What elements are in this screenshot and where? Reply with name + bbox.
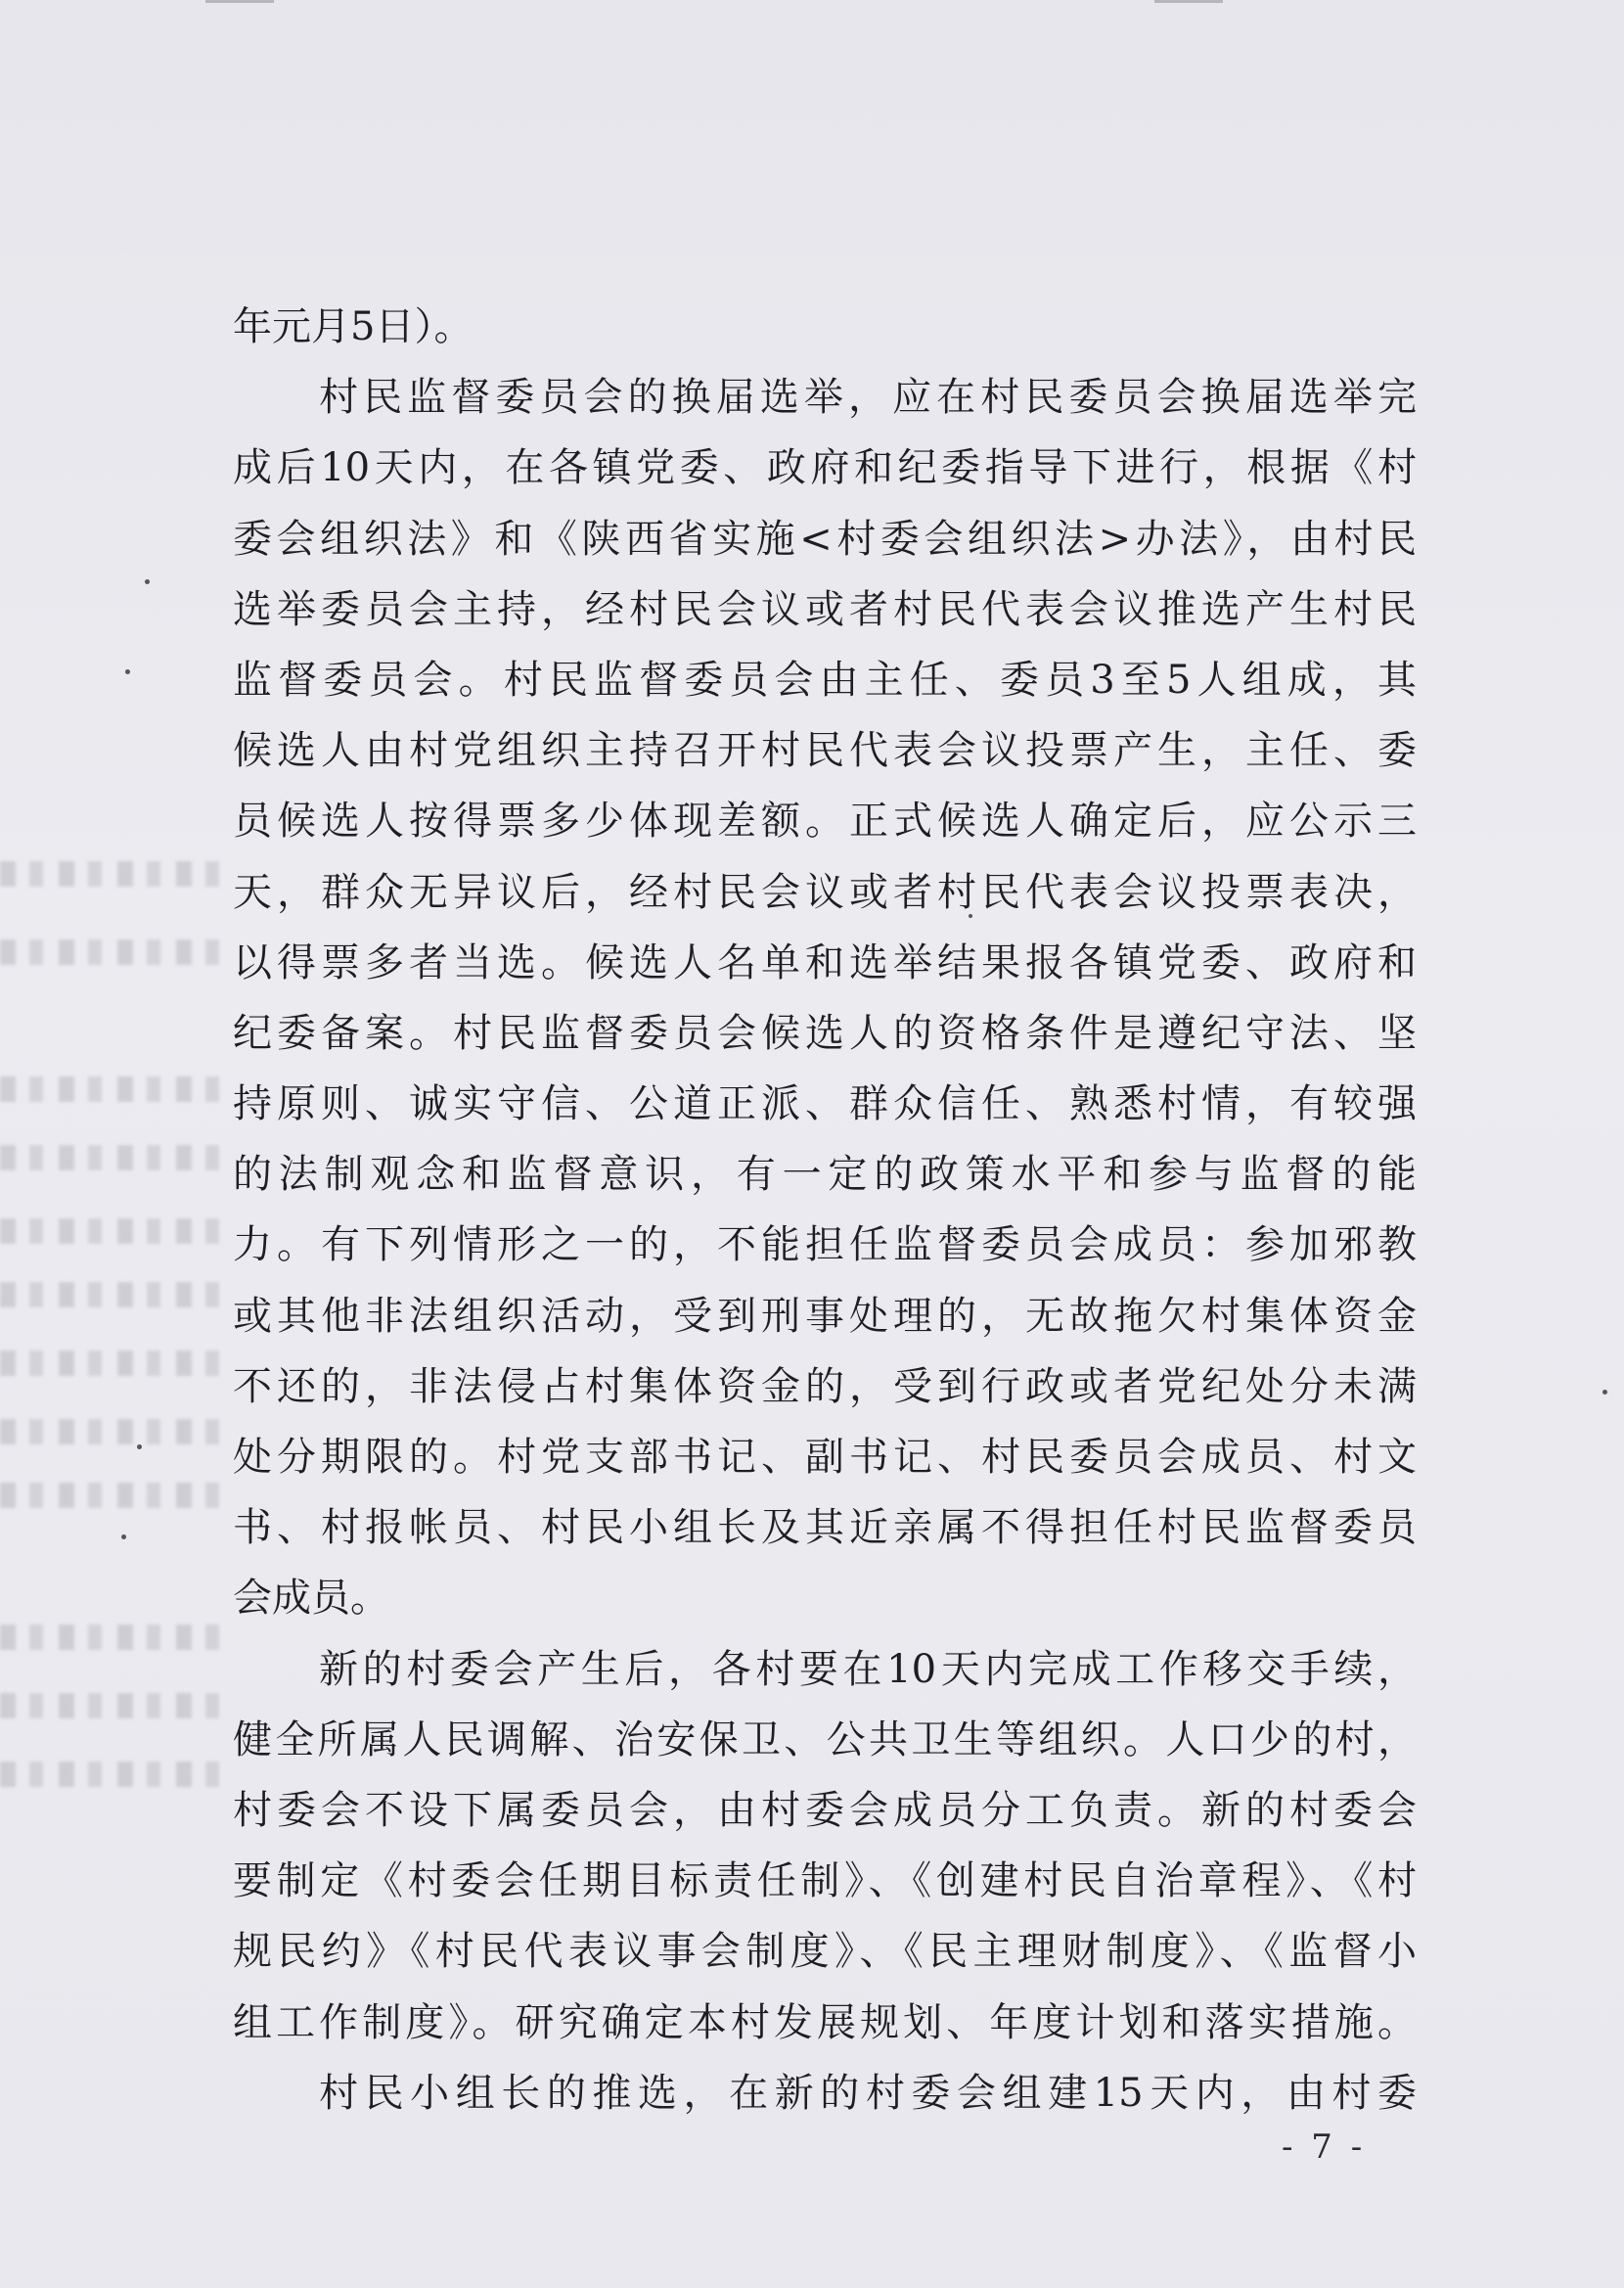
bleed-through-mark	[0, 1762, 225, 1787]
text-line: 持原则、诚实守信、公道正派、群众信任、熟悉村情，有较强	[233, 1081, 1417, 1127]
scan-speck	[121, 1534, 126, 1539]
text-line: 规民约》《村民代表议事会制度》、《民主理财制度》、《监督小	[233, 1929, 1417, 1975]
scan-edge-mark	[205, 0, 274, 3]
text-line: 成后10天内，在各镇党委、政府和纪委指导下进行，根据《村	[233, 445, 1417, 491]
text-line: 处分期限的。村党支部书记、副书记、村民委员会成员、村文	[233, 1435, 1417, 1480]
bleed-through-mark	[0, 1419, 225, 1444]
text-line: 监督委员会。村民监督委员会由主任、委员3至5人组成，其	[233, 657, 1417, 703]
text-line: 书、村报帐员、村民小组长及其近亲属不得担任村民监督委员	[233, 1505, 1417, 1551]
text-line: 年元月5日）。	[233, 304, 474, 349]
bleed-through-mark	[0, 939, 225, 965]
text-line: 力。有下列情形之一的，不能担任监督委员会成员：参加邪教	[233, 1222, 1417, 1268]
text-line: 会成员。	[233, 1576, 389, 1622]
bleed-through-mark	[0, 1282, 225, 1307]
text-line: 要制定《村委会任期目标责任制》、《创建村民自治章程》、《村	[233, 1858, 1417, 1904]
page-number: - 7 -	[1282, 2128, 1367, 2167]
scan-speck	[125, 669, 130, 674]
text-line: 组工作制度》。研究确定本村发展规划、年度计划和落实措施。	[233, 1999, 1417, 2045]
bleed-through-mark	[0, 1218, 225, 1244]
text-line: 选举委员会主持，经村民会议或者村民代表会议推选产生村民	[233, 586, 1417, 632]
text-line: 纪委备案。村民监督委员会候选人的资格条件是遵纪守法、坚	[233, 1010, 1417, 1056]
text-line: 委会组织法》和《陕西省实施<村委会组织法>办法》，由村民	[233, 516, 1417, 562]
bleed-through-mark	[0, 861, 225, 887]
text-line: 村委会不设下属委员会，由村委会成员分工负责。新的村委会	[233, 1787, 1417, 1833]
body-text	[233, 292, 1417, 2128]
scan-speck	[145, 579, 150, 584]
text-line: 村民小组长的推选，在新的村委会组建15天内，由村委	[319, 2070, 1417, 2116]
text-line: 以得票多者当选。候选人名单和选举结果报各镇党委、政府和	[233, 939, 1417, 985]
text-line: 天，群众无异议后，经村民会议或者村民代表会议投票表决，	[233, 869, 1417, 915]
scan-edge-mark	[1154, 0, 1223, 3]
bleed-through-mark	[0, 1483, 225, 1508]
bleed-through-mark	[0, 1145, 225, 1170]
text-line: 的法制观念和监督意识，有一定的政策水平和参与监督的能	[233, 1152, 1417, 1198]
bleed-through-mark	[0, 1693, 225, 1718]
bleed-through-mark	[0, 1624, 225, 1650]
text-line: 村民监督委员会的换届选举，应在村民委员会换届选举完	[319, 375, 1417, 421]
text-line: 员候选人按得票多少体现差额。正式候选人确定后，应公示三	[233, 799, 1417, 845]
scan-speck	[137, 1444, 142, 1449]
text-line: 候选人由村党组织主持召开村民代表会议投票产生，主任、委	[233, 728, 1417, 774]
text-line: 不还的，非法侵占村集体资金的，受到行政或者党纪处分未满	[233, 1363, 1417, 1409]
scan-speck	[1602, 1390, 1607, 1395]
bleed-through-mark	[0, 1076, 225, 1102]
text-line: 新的村委会产生后，各村要在10天内完成工作移交手续，	[319, 1646, 1417, 1692]
text-line: 健全所属人民调解、治安保卫、公共卫生等组织。人口少的村，	[233, 1716, 1417, 1762]
bleed-through-mark	[0, 1350, 225, 1376]
text-line: 或其他非法组织活动，受到刑事处理的，无故拖欠村集体资金	[233, 1293, 1417, 1339]
